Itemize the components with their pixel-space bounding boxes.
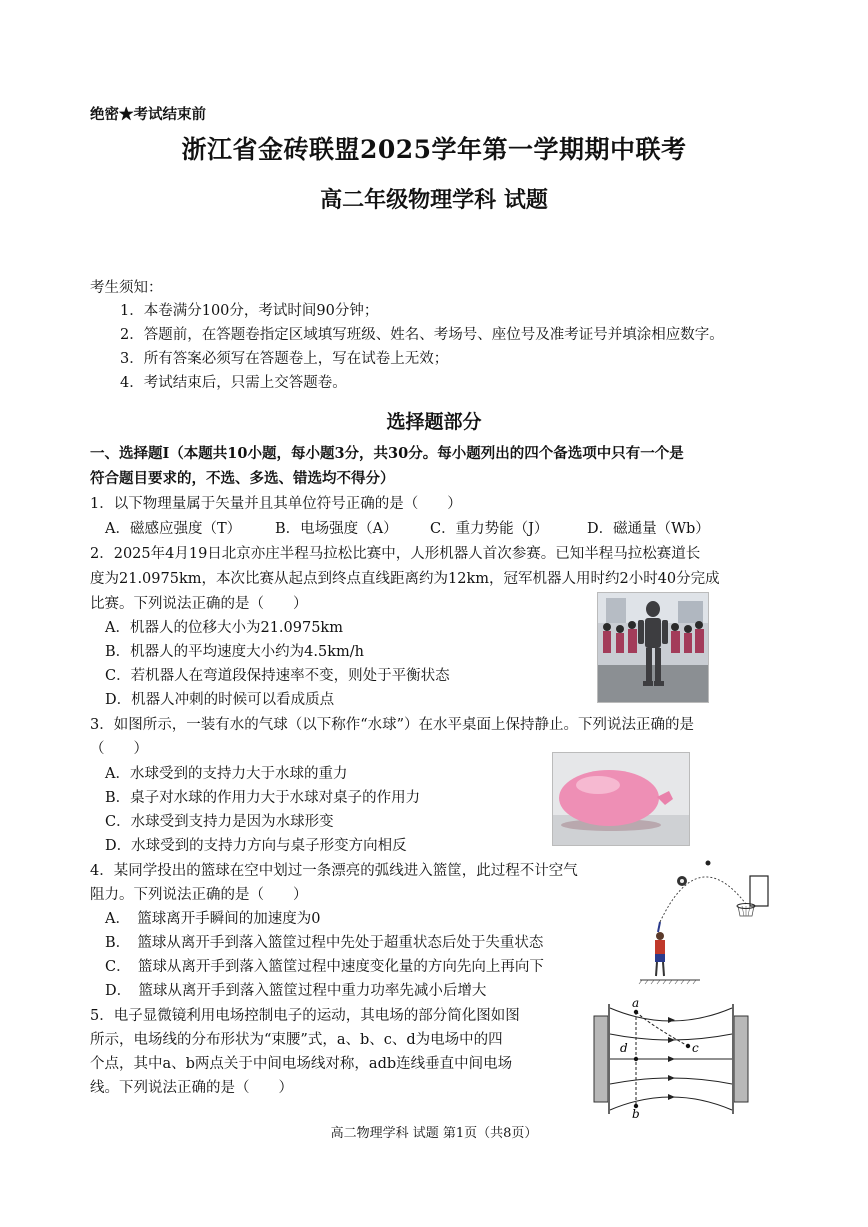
question-5-stem: 线。下列说法正确的是（ ） bbox=[90, 1080, 293, 1096]
question-5-stem: 所示，电场线的分布形状为“束腰”式，a、b、c、d为电场中的四 bbox=[90, 1032, 503, 1048]
notice-item: 2．答题前，在答题卷指定区域填写班级、姓名、考场号、座位号及准考证号并填涂相应数字。 bbox=[120, 327, 724, 343]
water-balloon-photo bbox=[552, 752, 690, 846]
section-title: 选择题部分 bbox=[386, 411, 482, 433]
q3-option-d: D．水球受到的支持力方向与桌子形变方向相反 bbox=[105, 838, 407, 854]
robot-marathon-photo bbox=[597, 592, 709, 703]
q1-option-b: B．电场强度（A） bbox=[275, 521, 398, 537]
q4-option-c: C． 篮球从离开手到落入篮筐过程中速度变化量的方向先向上再向下 bbox=[105, 959, 544, 975]
question-1-stem: 1．以下物理量属于矢量并且其单位符号正确的是（ ） bbox=[90, 496, 462, 512]
q2-option-d: D．机器人冲刺的时候可以看成质点 bbox=[105, 692, 335, 708]
q4-option-b: B． 篮球从离开手到落入篮筐过程中先处于超重状态后处于失重状态 bbox=[105, 935, 544, 951]
question-4-stem: 阻力。下列说法正确的是（ ） bbox=[90, 887, 308, 903]
question-3-stem: 3．如图所示，一装有水的气球（以下称作“水球”）在水平桌面上保持静止。下列说法正确的是 bbox=[90, 717, 695, 733]
basketball-figure bbox=[628, 852, 778, 986]
q4-option-d: D． 篮球从离开手到落入篮筐过程中重力功率先减小后增大 bbox=[105, 983, 487, 999]
point-label-a: a bbox=[632, 996, 640, 1010]
part-instructions: 一、选择题Ⅰ（本题共10小题，每小题3分，共30分。每小题列出的四个备选项中只有一个是 bbox=[90, 445, 684, 462]
exam-subtitle: 高二年级物理学科 试题 bbox=[320, 187, 548, 213]
notice-item: 3．所有答案必须写在答题卷上，写在试卷上无效； bbox=[120, 351, 449, 367]
question-4-stem: 4．某同学投出的篮球在空中划过一条漂亮的弧线进入篮筐，此过程不计空气 bbox=[90, 863, 578, 879]
q1-option-a: A．磁感应强度（T） bbox=[105, 521, 242, 537]
question-3-stem: （ ） bbox=[90, 741, 148, 757]
question-5-stem: 5．电子显微镜利用电场控制电子的运动，其电场的部分简化图如图 bbox=[90, 1008, 520, 1024]
question-2-stem: 度为21.0975km，本次比赛从起点到终点直线距离约为12km，冠军机器人用时约2小时40分完成 bbox=[90, 571, 720, 587]
electric-field-figure bbox=[592, 994, 752, 1122]
question-2-stem: 比赛。下列说法正确的是（ ） bbox=[90, 596, 308, 612]
page-footer: 高二物理学科 试题 第1页（共8页） bbox=[330, 1126, 538, 1141]
q3-option-a: A．水球受到的支持力大于水球的重力 bbox=[105, 766, 348, 782]
q1-option-d: D．磁通量（Wb） bbox=[587, 521, 710, 537]
q4-option-a: A． 篮球离开手瞬间的加速度为0 bbox=[105, 911, 321, 927]
point-label-c: c bbox=[692, 1041, 699, 1055]
q2-option-a: A．机器人的位移大小为21.0975km bbox=[105, 620, 343, 636]
notice-item: 1．本卷满分100分，考试时间90分钟； bbox=[120, 303, 379, 319]
q2-option-b: B．机器人的平均速度大小约为4.5km/h bbox=[105, 644, 364, 660]
notice-heading: 考生须知： bbox=[90, 280, 163, 296]
question-2-stem: 2．2025年4月19日北京亦庄半程马拉松比赛中，人形机器人首次参赛。已知半程马拉松赛道长 bbox=[90, 546, 701, 562]
question-5-stem: 个点，其中a、b两点关于中间电场线对称，adb连线垂直中间电场 bbox=[90, 1056, 513, 1072]
point-label-d: d bbox=[620, 1041, 628, 1055]
confidential-mark: 绝密★考试结束前 bbox=[90, 106, 206, 123]
q3-option-c: C．水球受到支持力是因为水球形变 bbox=[105, 814, 334, 830]
q1-option-c: C．重力势能（J） bbox=[430, 521, 549, 537]
point-label-b: b bbox=[632, 1107, 640, 1121]
q2-option-c: C．若机器人在弯道段保持速率不变，则处于平衡状态 bbox=[105, 668, 450, 684]
part-instructions: 符合题目要求的，不选、多选、错选均不得分） bbox=[90, 470, 395, 487]
exam-title: 浙江省金砖联盟2025学年第一学期期中联考 bbox=[181, 135, 687, 164]
q3-option-b: B．桌子对水球的作用力大于水球对桌子的作用力 bbox=[105, 790, 421, 806]
notice-item: 4．考试结束后，只需上交答题卷。 bbox=[120, 375, 347, 391]
